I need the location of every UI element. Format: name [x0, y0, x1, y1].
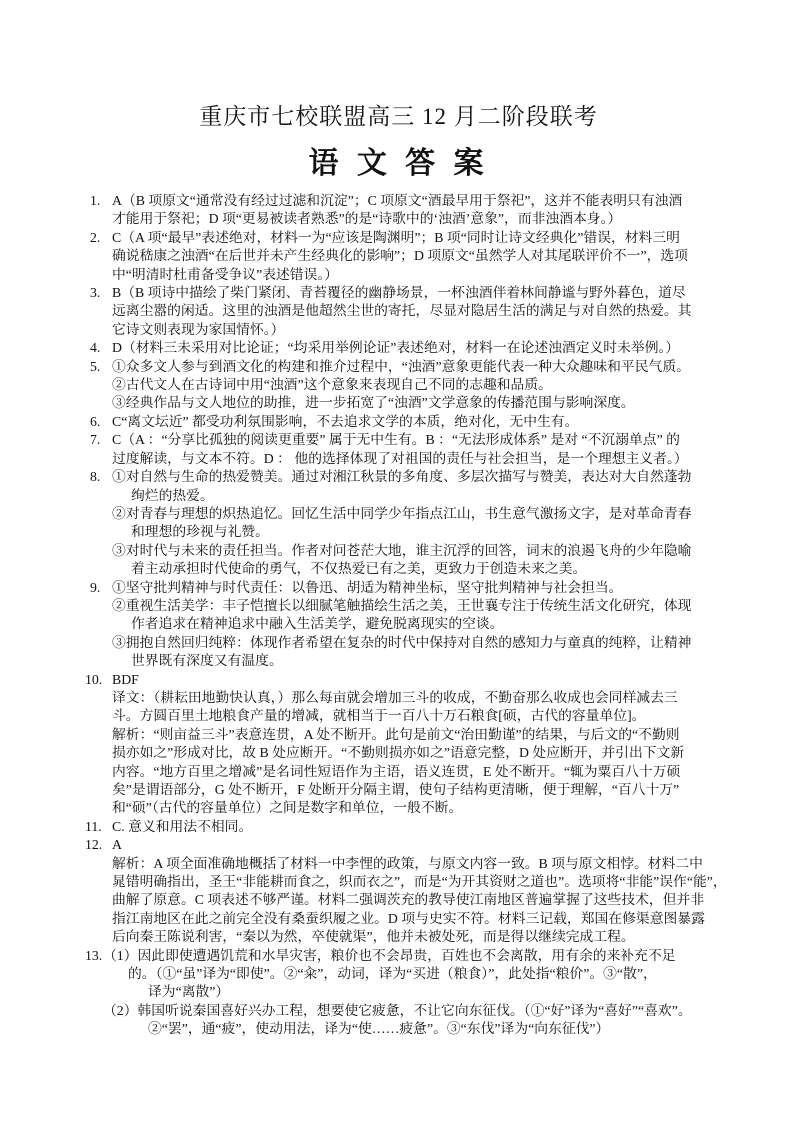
answer-number: 1. [90, 193, 101, 208]
answer-line: ③对时代与未来的责任担当。作者对问苍茫大地，谁主沉浮的回答，词末的浪遏飞舟的少年隐喻 [112, 542, 692, 558]
answer-number: 7. [90, 432, 101, 448]
answer-item [85, 284, 712, 339]
answer-line: C“离文坛近” 都受功利氛围影响，不去追求文学的本质，绝对化，无中生有。 [112, 413, 579, 429]
answer-number: 8. [90, 469, 101, 485]
answer-line: 它诗文则表现为家国情怀。） [112, 321, 285, 337]
answer-number: 5. [90, 358, 101, 374]
answer-line: 解析：A 项全面准确地概括了材料一中李悝的政策，与原文内容一致。B 项与原文相悖。材料二中 [112, 855, 703, 871]
answer-item [85, 431, 712, 468]
answer-line: 远离尘嚣的闲适。这里的浊酒是他超然尘世的寄托，尽显对隐居生活的满足与对自然的热爱。其 [112, 303, 692, 319]
answer-number: 2. [90, 229, 101, 245]
answer-line: A（B 项原文“通常没有经过过滤和沉淀”；C 项原文“酒最早用于祭祀”，这并不能表明只有浊酒 [112, 193, 683, 208]
answer-line: C. 意义和用法不相同。 [112, 818, 253, 834]
answer-line: 过度解读，与文本不符。D ： 他的选择体现了对祖国的责任与社会担当，是一个理想主义者。） [112, 450, 688, 466]
answer-line: 译为“离散”） [148, 984, 230, 1000]
answer-line: C（A 项“最早”表述绝对，材料一为“应该是陶渊明”；B 项“同时让诗文经典化”错误，材料三明 [112, 229, 680, 245]
answer-line: 后向秦王陈说利害，“秦以为然，卒使就渠”，他并未被处死，而是得以继续完成工程。 [112, 929, 635, 945]
answer-line: 着主动承担时代使命的勇气，不仅热爱已有之美，更致力于创造未来之美。 [131, 561, 587, 577]
answer-line: 译文：（耕耘田地勤快认真，）那么每亩就会增加三斗的收成，不勤奋那么收成也会同样减去三 [112, 689, 678, 705]
answer-item [85, 192, 712, 229]
answer-number: 10. [85, 671, 103, 687]
answer-line: ①众多文人参与到酒文化的构建和推介过程中，“浊酒”意象更能代表一种大众趣味和平民气质。 [112, 358, 690, 374]
answer-line: A [112, 837, 122, 853]
answer-line: 和理想的珍视与礼赞。 [131, 524, 269, 540]
answer-line: 才能用于祭祀；D 项“更易被读者熟悉”的是“诗歌中的‘浊酒’意象”，而非浊酒本身。） [112, 211, 622, 227]
answer-line: ①对自然与生命的热爱赞美。通过对湘江秋景的多角度、多层次描写与赞美，表达对大自然蓬勃 [112, 469, 692, 485]
answer-item [85, 818, 712, 836]
answer-line: ③经典作品与文人地位的助推，进一步拓宽了“浊酒”文学意象的传播范围与影响深度。 [112, 395, 635, 411]
answer-line: 作者追求在精神追求中融入生活美学，避免脱离现实的空谈。 [131, 616, 504, 632]
answer-line: ②重视生活美学：丰子恺擅长以细腻笔触描绘生活之美，王世襄专注于传统生活文化研究，体现 [112, 597, 692, 613]
answer-number: 13. [85, 947, 103, 963]
answer-content [112, 671, 712, 818]
answer-number: 6. [90, 413, 101, 429]
page-title: 重庆市七校联盟高三 12 月二阶段联考 [199, 104, 598, 129]
answer-content [112, 818, 712, 836]
answer-item [85, 836, 727, 946]
answer-content [112, 468, 712, 578]
answer-line: 指江南地区在此之前完全没有桑蚕织履之业。D 项与史实不符。材料三记载，郑国在修渠意图暴露 [112, 910, 705, 926]
answer-line: D（材料三未采用对比论证；“均采用举例论证”表述绝对，材料一在论述浊酒定义时未举例。） [112, 340, 680, 356]
answer-line: 的。（①“虽”译为“即使”。②“籴”，动词，译为“买进（粮食）”，此处指“粮价”。③“散”， [128, 966, 657, 982]
page-subtitle: 语 文 答 案 [308, 147, 489, 180]
answer-line: 矣”是谓语部分，G 处不断开，F 处断开分隔主谓，使句子结构更清晰，便于理解，“百八十万” [112, 782, 680, 797]
answer-line: 斗。方圆百里土地粮食产量的增减，就相当于一百八十万石粮食[硕，古代的容量单位]。 [112, 708, 646, 724]
answer-line: C（A ：“分享比孤独的阅读更重要” 属于无中生有。B ：“无法形成体系” 是对 “不沉溺单点” 的 [112, 432, 680, 448]
answer-item [85, 947, 712, 1039]
answer-content [112, 431, 712, 468]
answer-number: 12. [85, 837, 103, 853]
answer-content [112, 284, 712, 339]
answer-item [85, 579, 712, 671]
answer-item [85, 339, 712, 357]
answer-line: （2）韩国听说秦国喜好兴办工程，想要使它疲惫，不让它向东征伐。（①“好”译为“喜好”“喜欢”。 [103, 1002, 692, 1018]
answer-content [112, 579, 712, 671]
answer-number: 4. [90, 340, 101, 356]
answer-number: 3. [90, 285, 101, 301]
answer-line: 世界既有深度又有温度。 [131, 653, 283, 669]
answer-item [85, 358, 712, 413]
answer-line: 损亦如之”形成对比，故 B 处应断开。“不勤则损亦如之”语意完整，D 处应断开，并引出下文新 [112, 745, 685, 761]
answer-content [112, 229, 712, 284]
answer-number: 9. [90, 579, 101, 595]
answer-content [112, 413, 712, 431]
answer-item [85, 468, 712, 578]
answer-line: 绚烂的热爱。 [131, 487, 214, 503]
answer-line: 曲解了原意。C 项表述不够严谨。材料二强调茨充的教导使江南地区普遍掌握了这些技术，但并非 [112, 892, 705, 908]
answer-item [85, 413, 712, 431]
answer-line: ②古代文人在古诗词中用“浊酒”这个意象来表现自己不同的志趣和品质。 [112, 377, 552, 393]
answer-line: 中“明清时杜甫备受争议”表述错误。） [112, 266, 339, 282]
answer-content [112, 339, 712, 357]
answer-line: ①坚守批判精神与时代责任：以鲁迅、胡适为精神坐标，坚守批判精神与社会担当。 [112, 579, 623, 595]
answer-line: ②对青春与理想的炽热追忆。回忆生活中同学少年指点江山，书生意气激扬文字，是对革命青春 [112, 505, 692, 521]
answer-content [112, 192, 712, 229]
answer-line: B（B 项诗中描绘了柴门紧闭、青苔覆径的幽静场景，一杯浊酒伴着林间静谧与野外暮色，道尽 [112, 285, 686, 301]
answer-line: ②“罢”，通“疲”，使动用法，译为“使……疲惫”。③“东伐”译为“向东征伐”） [148, 1021, 610, 1037]
answer-line: BDF [112, 671, 139, 687]
answer-item [85, 671, 712, 818]
answer-line: ③拥抱自然回归纯粹：体现作者希望在复杂的时代中保持对自然的感知力与童真的纯粹，让精神 [112, 634, 692, 650]
answer-line: （1）因此即使遭遇饥荒和水旱灾害，粮价也不会昂贵，百姓也不会离散，用有余的来补充不足 [103, 947, 676, 963]
answer-item [85, 229, 712, 284]
answer-line: 确说嵇康之浊酒“在后世并未产生经典化的影响”；D 项原文“虽然学人对其尾联评价不一”，选项 [112, 248, 688, 264]
answer-line: 晁错明确指出，圣王“非能耕而食之，织而衣之”，而是“为开其资财之道也”。选项将“非能”误作“能”， [112, 874, 727, 890]
answer-line: 和“硕”（古代的容量单位）之间是数字和单位，一般不断。 [112, 800, 463, 816]
answers-list [85, 192, 727, 1039]
answer-content [112, 358, 712, 413]
answer-number: 11. [85, 818, 102, 834]
answer-line: 内容。“地方百里之增减”是名词性短语作为主语，语义连贯，E 处不断开。“辄为粟百八十万硕 [112, 763, 681, 779]
answer-content [112, 836, 727, 946]
answer-line: 解析：“则亩益三斗”表意连贯，A 处不断开。此句是前文“治田勤谨”的结果，与后文的“不勤则 [112, 726, 680, 742]
answer-content [103, 947, 712, 1039]
